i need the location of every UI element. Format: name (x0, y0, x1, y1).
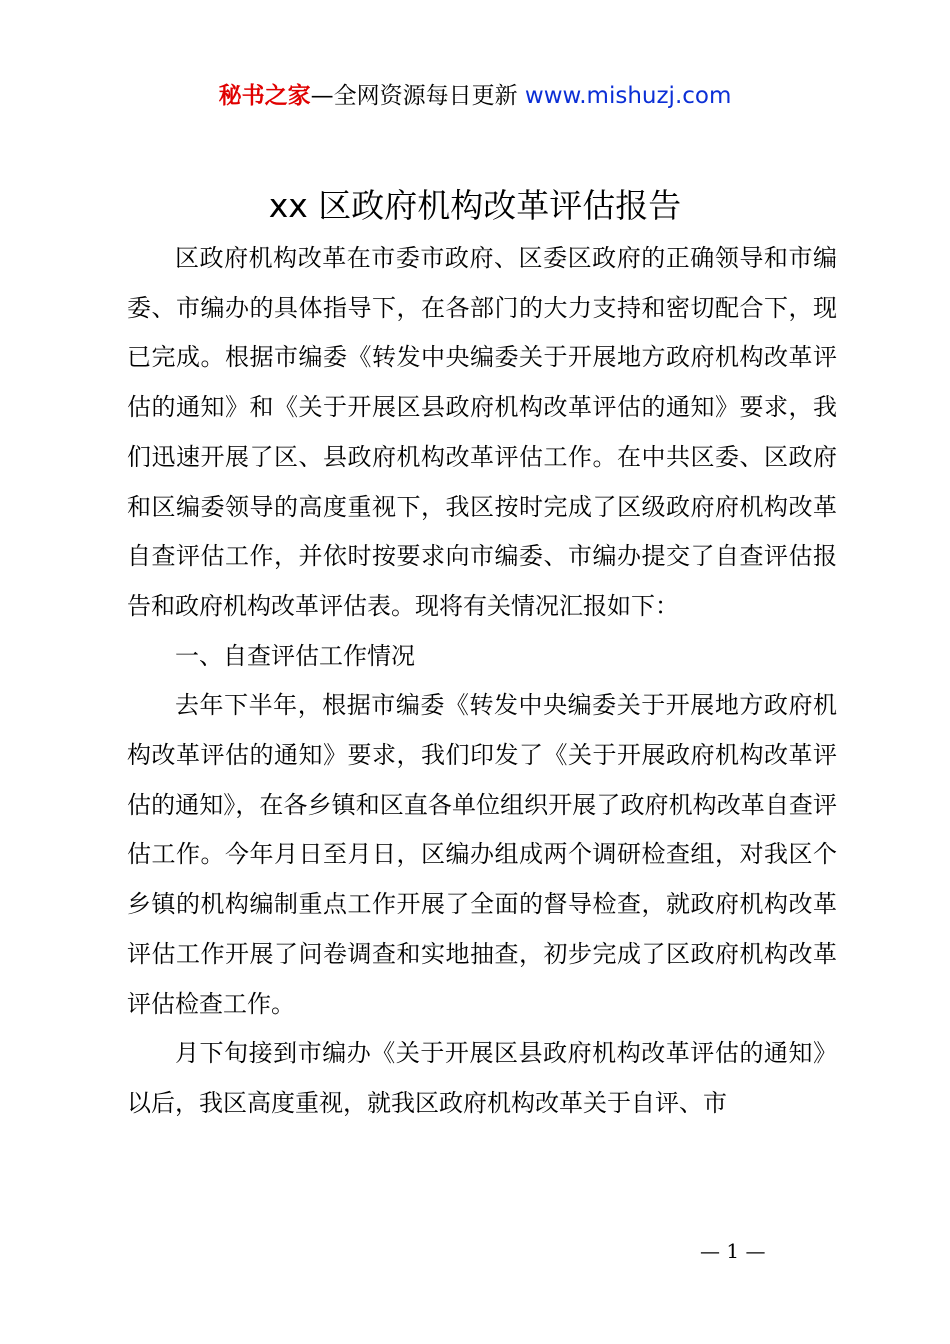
intro-paragraph: 区政府机构改革在市委市政府、区委区政府的正确领导和市编委、市编办的具体指导下，在各部门的大力支持和密切配合下，现已完成。根据市编委《转发中央编委关于开展地方政府机构改革评估的通知》和《关于开展区县政府机构改革评估的通知》要求，我们迅速开展了区、县政府机构改革评估工作。在中共区委、区政府和区编委领导的高度重视下，我区按时完成了区级政府府机构改革自查评估工作，并依时按要求向市编委、市编办提交了自查评估报告和政府机构改革评估表。现将有关情况汇报如下： (127, 244, 837, 620)
document-title: xx 区政府机构改革评估报告 (268, 186, 682, 225)
brand-name: 秘书之家 (218, 83, 311, 109)
page-number: — 1 — (700, 1239, 766, 1263)
body-paragraph: 月下旬接到市编办《关于开展区县政府机构改革评估的通知》以后，我区高度重视，就我区政府机构改革关于自评、市 (127, 1039, 837, 1117)
section-heading: 一、自查评估工作情况 (175, 641, 415, 670)
document-body (127, 234, 837, 1129)
banner-tagline: —全网资源每日更新 (310, 83, 518, 109)
site-url-link[interactable]: www.mishuzj.com (524, 83, 732, 109)
body-paragraph: 去年下半年，根据市编委《转发中央编委关于开展地方政府机构改革评估的通知》要求，我们印发了《关于开展政府机构改革评估的通知》，在各乡镇和区直各单位组织开展了政府机构改革自查评估工作。今年月日至月日，区编办组成两个调研检查组，对我区个乡镇的机构编制重点工作开展了全面的督导检查，就政府机构改革评估工作开展了问卷调查和实地抽查，初步完成了区政府机构改革评估检查工作。 (127, 691, 837, 1018)
site-banner (0, 78, 950, 114)
